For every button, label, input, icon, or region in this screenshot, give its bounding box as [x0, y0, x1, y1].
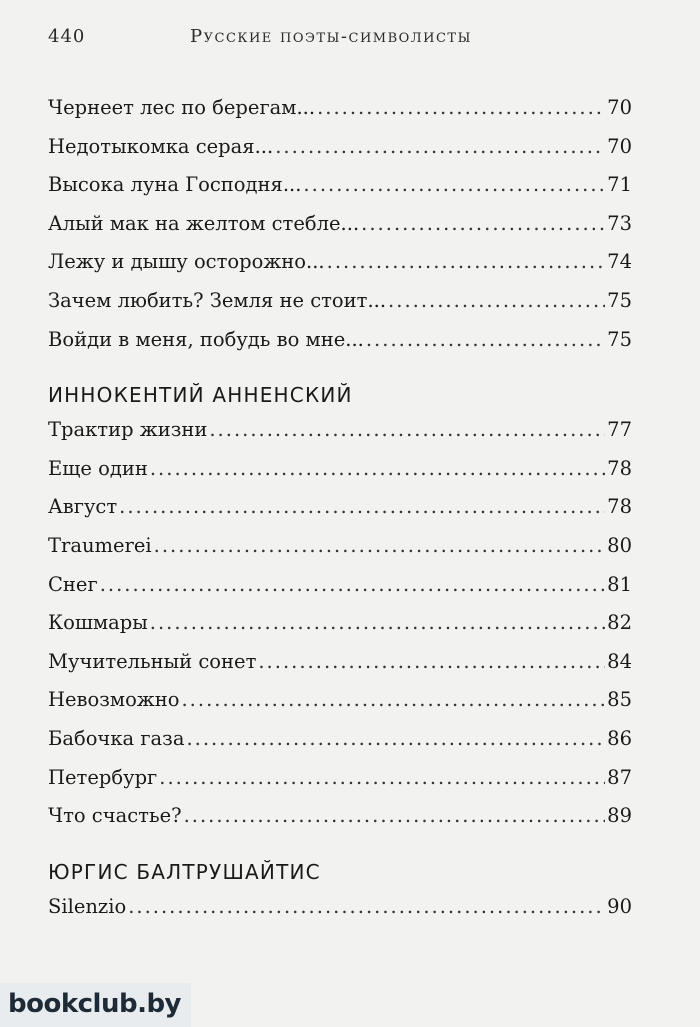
toc-entry-title: Зачем любить? Земля не стоит...: [48, 288, 387, 312]
toc-entry-title: Войди в меня, побудь во мне...: [48, 327, 364, 351]
toc-entry-title: Traumerei: [48, 533, 152, 557]
toc-entry: [48, 573, 632, 612]
toc-entry: [48, 688, 632, 727]
toc-entry: [48, 895, 632, 934]
running-title: Русские поэты-символисты: [190, 26, 472, 47]
toc-entry-title: Лежу и дышу осторожно...: [48, 250, 325, 274]
toc-entry-title: Бабочка газа: [48, 726, 185, 750]
dot-leader: [128, 895, 605, 918]
toc-entry: [48, 534, 632, 573]
toc-entry: [48, 766, 632, 805]
toc-entry: [48, 328, 632, 367]
dot-leader: [119, 495, 605, 518]
toc-entry: [48, 135, 632, 174]
dot-leader: [317, 96, 605, 119]
toc-entry-page: 74: [607, 250, 632, 274]
toc-entry-page: 70: [607, 134, 632, 158]
toc-entry-page: 86: [607, 726, 632, 750]
dot-leader: [159, 766, 605, 789]
toc-entry-page: 80: [607, 533, 632, 557]
dot-leader: [303, 173, 605, 196]
toc-entry-title: Трактир жизни: [48, 418, 208, 442]
toc-entry-page: 89: [607, 804, 632, 828]
toc-entry-title: Петербург: [48, 765, 158, 789]
dot-leader: [361, 212, 605, 235]
dot-leader: [209, 418, 605, 441]
section-heading: ЮРГИС БАЛТРУШАЙТИС: [48, 859, 321, 884]
toc-entry-title: Алый мак на желтом стебле...: [48, 211, 360, 235]
dot-leader: [100, 573, 605, 596]
toc-entry-title: Еще один: [48, 456, 148, 480]
toc-entry: [48, 418, 632, 457]
toc-entry: [48, 727, 632, 766]
toc-entry: [48, 650, 632, 689]
section-heading: ИННОКЕНТИЙ АННЕНСКИЙ: [48, 383, 353, 408]
toc-entry-page: 78: [607, 495, 632, 519]
toc-entry-page: 75: [607, 288, 632, 312]
table-of-contents: [48, 96, 632, 933]
toc-entry: [48, 804, 632, 843]
toc-entry-title: Высока луна Господня...: [48, 173, 302, 197]
dot-leader: [181, 688, 605, 711]
toc-entry-title: Невозможно: [48, 688, 180, 712]
toc-entry-page: 78: [607, 456, 632, 480]
dot-leader: [275, 135, 605, 158]
dot-leader: [327, 250, 606, 273]
dot-leader: [154, 534, 606, 557]
page-number: 440: [48, 26, 86, 47]
toc-entry-page: 75: [607, 327, 632, 351]
toc-entry-title: Недотыкомка серая...: [48, 134, 274, 158]
toc-entry: [48, 212, 632, 251]
toc-entry-page: 84: [607, 649, 632, 673]
dot-leader: [388, 289, 605, 312]
dot-leader: [150, 457, 605, 480]
toc-entry-title: Кошмары: [48, 611, 148, 635]
toc-entry-title: Снег: [48, 572, 98, 596]
toc-entry: [48, 457, 632, 496]
toc-entry-page: 90: [607, 894, 632, 918]
dot-leader: [366, 328, 605, 351]
toc-entry-title: Silenzio: [48, 894, 127, 918]
toc-entry-title: Что счастье?: [48, 804, 182, 828]
toc-entry: [48, 250, 632, 289]
toc-entry-page: 70: [607, 96, 632, 119]
dot-leader: [150, 611, 605, 634]
toc-entry-page: 71: [607, 173, 632, 197]
toc-entry-page: 85: [607, 688, 632, 712]
toc-entry-page: 81: [607, 572, 632, 596]
toc-entry-title: Мучительный сонет: [48, 649, 257, 673]
site-watermark: bookclub.by: [0, 983, 191, 1027]
dot-leader: [184, 804, 606, 827]
toc-entry-title: Чернеет лес по берегам...: [48, 96, 316, 119]
toc-entry-title: Август: [48, 495, 118, 519]
toc-entry: [48, 173, 632, 212]
toc-entry: [48, 96, 632, 135]
dot-leader: [186, 727, 605, 750]
toc-entry: [48, 495, 632, 534]
toc-entry-page: 77: [607, 418, 632, 442]
dot-leader: [258, 650, 605, 673]
toc-entry-page: 82: [607, 611, 632, 635]
toc-entry-page: 73: [607, 211, 632, 235]
toc-entry-page: 87: [607, 765, 632, 789]
toc-entry: [48, 289, 632, 328]
toc-entry: [48, 611, 632, 650]
